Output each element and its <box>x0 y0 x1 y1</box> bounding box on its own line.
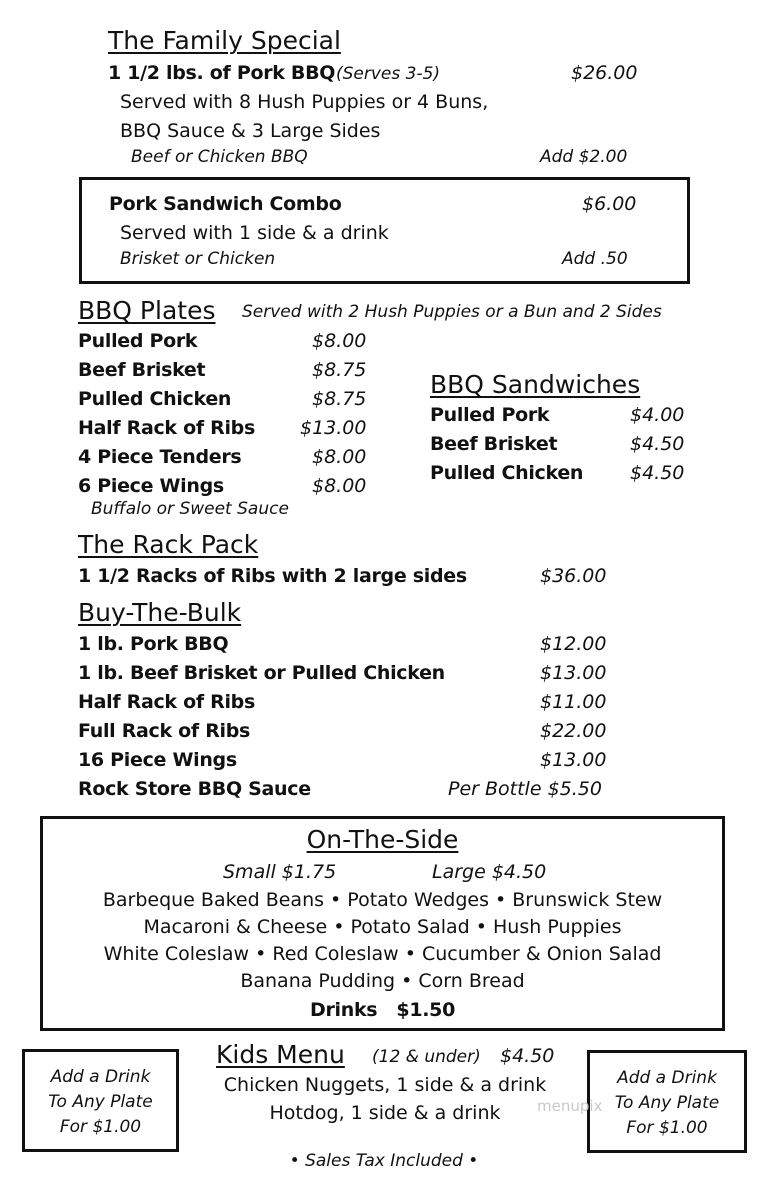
bulk-item: 1 lb. Beef Brisket or Pulled Chicken <box>78 662 445 684</box>
sides-line: White Coleslaw • Red Coleslaw • Cucumber & Onion Salad <box>103 943 662 965</box>
bulk-price: $22.00 <box>540 720 607 742</box>
sides-large-price: Large $4.50 <box>432 861 547 883</box>
sides-box <box>40 816 725 1031</box>
kids-menu-title: Kids Menu <box>216 1040 345 1069</box>
sides-line: Macaroni & Cheese • Potato Salad • Hush Puppies <box>143 916 622 938</box>
bulk-price: $13.00 <box>540 749 607 771</box>
bulk-price: $12.00 <box>540 633 607 655</box>
plate-item: 6 Piece Wings <box>78 475 224 497</box>
watermark: menupix <box>537 1097 603 1115</box>
plate-item: Pulled Chicken <box>78 388 232 410</box>
drinks-label: Drinks <box>309 999 378 1021</box>
add-drink-line-1: Add a Drink <box>50 1067 151 1087</box>
family-special-upgrade: Beef or Chicken BBQ <box>131 147 308 167</box>
bulk-item: Half Rack of Ribs <box>78 691 255 713</box>
drinks-row <box>43 999 722 1021</box>
family-special-item: 1 1/2 lbs. of Pork BBQ <box>108 62 336 84</box>
bulk-price: Per Bottle $5.50 <box>448 778 602 800</box>
kids-menu-line-2: Hotdog, 1 side & a drink <box>269 1102 501 1124</box>
family-special-desc-2: BBQ Sauce & 3 Large Sides <box>120 120 381 142</box>
kids-menu-price: $4.50 <box>500 1045 555 1067</box>
bulk-item: 1 lb. Pork BBQ <box>78 633 229 655</box>
kids-menu-age: (12 & under) <box>372 1047 481 1067</box>
family-special-upgrade-price: Add $2.00 <box>540 147 628 167</box>
sides-line: Barbeque Baked Beans • Potato Wedges • Brunswick Stew <box>102 889 663 911</box>
add-drink-line-2: To Any Plate <box>48 1092 153 1112</box>
kids-menu-line-1: Chicken Nuggets, 1 side & a drink <box>223 1074 547 1096</box>
plate-price: $8.75 <box>312 359 367 381</box>
plate-price: $13.00 <box>300 417 367 439</box>
add-drink-line-1: Add a Drink <box>617 1068 717 1088</box>
bbq-plates-title: BBQ Plates <box>78 296 216 325</box>
bulk-item: 16 Piece Wings <box>78 749 237 771</box>
drinks-price: $1.50 <box>396 999 456 1021</box>
sandwich-item: Beef Brisket <box>430 433 558 455</box>
bulk-item: Full Rack of Ribs <box>78 720 251 742</box>
sandwich-item: Pulled Pork <box>430 404 550 426</box>
bulk-price: $13.00 <box>540 662 607 684</box>
sides-title: On-The-Side <box>306 825 459 854</box>
rack-pack-title: The Rack Pack <box>78 530 259 559</box>
family-special-serves: (Serves 3-5) <box>336 64 441 84</box>
plate-price: $8.00 <box>312 475 367 497</box>
add-drink-line-3: For $1.00 <box>626 1118 708 1138</box>
plate-item: Pulled Pork <box>78 330 198 352</box>
plate-item: 4 Piece Tenders <box>78 446 242 468</box>
family-special-title: The Family Special <box>108 26 341 55</box>
bbq-sandwiches-title: BBQ Sandwiches <box>430 370 641 399</box>
bulk-item: Rock Store BBQ Sauce <box>78 778 311 800</box>
sides-line: Banana Pudding • Corn Bread <box>240 970 525 992</box>
combo-item: Pork Sandwich Combo <box>109 193 342 215</box>
combo-upgrade: Brisket or Chicken <box>120 249 276 269</box>
family-special-price: $26.00 <box>571 62 638 84</box>
sandwich-price: $4.00 <box>630 404 685 426</box>
add-drink-box-right <box>587 1050 747 1153</box>
sandwich-item: Pulled Chicken <box>430 462 584 484</box>
sandwich-price: $4.50 <box>630 433 685 455</box>
sides-small-price: Small $1.75 <box>223 861 337 883</box>
plate-item: Half Rack of Ribs <box>78 417 255 439</box>
sandwich-price: $4.50 <box>630 462 685 484</box>
plate-price: $8.00 <box>312 330 367 352</box>
plate-wings-note: Buffalo or Sweet Sauce <box>91 499 289 519</box>
combo-box <box>79 177 690 284</box>
rack-pack-price: $36.00 <box>540 565 607 587</box>
combo-upgrade-price: Add .50 <box>562 249 628 269</box>
bulk-title: Buy-The-Bulk <box>78 598 242 627</box>
plate-item: Beef Brisket <box>78 359 206 381</box>
bbq-plates-subtitle: Served with 2 Hush Puppies or a Bun and 2 Sides <box>242 302 662 322</box>
bulk-price: $11.00 <box>540 691 607 713</box>
add-drink-box-left <box>22 1049 179 1152</box>
combo-desc: Served with 1 side & a drink <box>120 222 389 244</box>
combo-price: $6.00 <box>582 193 637 215</box>
rack-pack-item: 1 1/2 Racks of Ribs with 2 large sides <box>78 565 467 587</box>
plate-price: $8.00 <box>312 446 367 468</box>
sales-tax-footer: • Sales Tax Included • <box>289 1151 479 1171</box>
add-drink-line-2: To Any Plate <box>614 1093 720 1113</box>
add-drink-line-3: For $1.00 <box>59 1117 142 1137</box>
plate-price: $8.75 <box>312 388 367 410</box>
family-special-desc-1: Served with 8 Hush Puppies or 4 Buns, <box>120 91 489 113</box>
